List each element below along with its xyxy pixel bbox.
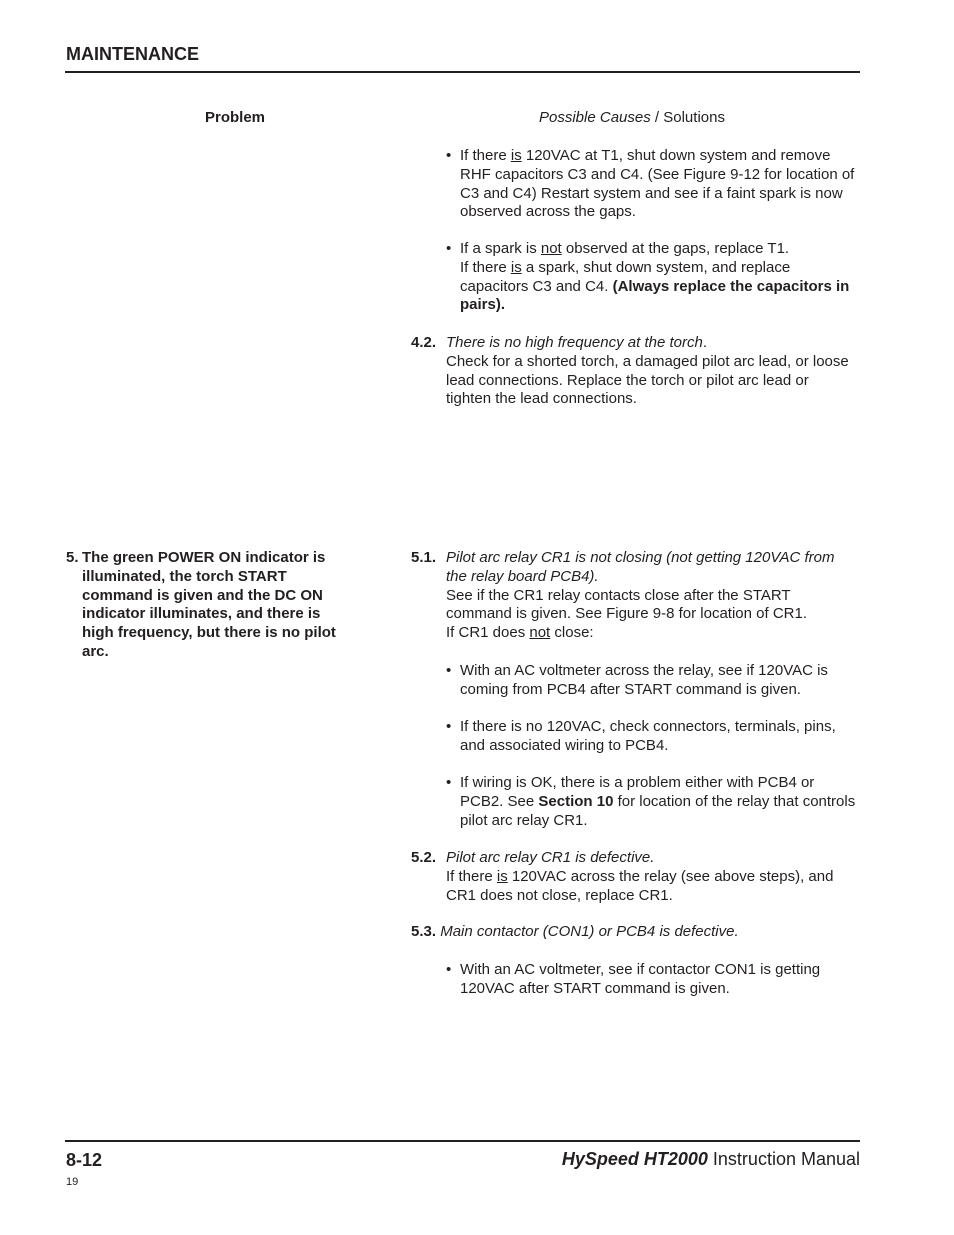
text: for location of the relay that controls pilot arc relay CR1. <box>460 792 856 829</box>
bold-text: Section 10 <box>538 792 614 810</box>
step-5-3 <box>411 923 856 942</box>
text: 120VAC across the relay (see above steps), and CR1 does not close, replace CR1. <box>446 867 834 904</box>
solutions-column-header <box>539 109 725 126</box>
step-number: 5.3. <box>411 923 437 940</box>
footer-rule <box>65 1140 860 1142</box>
header-separator: / <box>650 109 664 126</box>
underlined-text: not <box>529 624 551 642</box>
text: If there <box>460 147 511 164</box>
header-rule <box>65 71 860 73</box>
step-5-2 <box>446 849 856 905</box>
bullet-item <box>446 961 856 999</box>
text: If there <box>446 867 497 885</box>
step-number: 4.2. <box>411 334 437 351</box>
step-title: Pilot arc relay CR1 is defective. <box>446 849 655 866</box>
bullet-item <box>446 240 856 315</box>
problem-number: 5. <box>66 549 79 566</box>
sheet-number: 19 <box>66 1176 79 1188</box>
step-title: Main contactor (CON1) or PCB4 is defective. <box>440 923 739 940</box>
text: observed at the gaps, replace T1. <box>561 240 790 257</box>
bullet-dot: • <box>446 718 452 735</box>
bullet-item <box>446 718 856 756</box>
text: With an AC voltmeter across the relay, see if 120VAC is coming from PCB4 after START command is given. <box>460 662 828 698</box>
bullet-item <box>446 662 856 700</box>
problem-column-header: Problem <box>205 109 266 126</box>
bold-text: (Always replace the capacitors in pairs). <box>460 277 850 314</box>
page-number: 8-12 <box>66 1150 103 1170</box>
step-number: 5.2. <box>411 849 437 866</box>
step-4-2 <box>446 334 856 409</box>
bullet-dot: • <box>446 774 452 791</box>
step-title: There is no high frequency at the torch <box>446 334 703 351</box>
step-5-1 <box>446 549 856 643</box>
underlined-text: is <box>510 147 522 164</box>
step-number: 5.1. <box>411 549 437 566</box>
step-body: See if the CR1 relay contacts close after the START command is given. See Figure 9-8 for location of CR1. <box>446 586 808 623</box>
text: a spark, shut down system, and replace capacitors C3 and C4. <box>460 258 791 295</box>
manual-label: Instruction Manual <box>707 1149 860 1169</box>
underlined-text: is <box>496 867 508 885</box>
text: If wiring is OK, there is a problem either with PCB4 or PCB2. See <box>460 774 815 810</box>
text: If there <box>460 258 511 276</box>
product-name: HySpeed HT2000 <box>561 1149 708 1169</box>
bullet-dot: • <box>446 662 452 679</box>
manual-title <box>562 1149 860 1170</box>
causes-label: Possible Causes <box>539 109 651 126</box>
text: close: <box>550 624 594 642</box>
underlined-text: is <box>510 258 522 276</box>
text: If there is no 120VAC, check connectors, terminals, pins, and associated wiring to PCB4. <box>460 718 836 754</box>
bullet-dot: • <box>446 240 452 257</box>
bullet-dot: • <box>446 147 452 164</box>
text: . <box>702 334 707 351</box>
bullet-item <box>446 774 856 830</box>
bullet-dot: • <box>446 961 452 978</box>
section-title: MAINTENANCE <box>66 44 199 64</box>
solutions-label: Solutions <box>663 109 725 126</box>
problem-5-description: The green POWER ON indicator is illuminated, the torch START command is given and the DC ON indicator illuminates, and there is high frequency, but there is no pilot arc. <box>82 549 336 660</box>
bullet-item <box>446 147 856 222</box>
text: If CR1 does <box>446 624 530 642</box>
text: 120VAC at T1, shut down system and remove RHF capacitors C3 and C4. (See Figure 9-12 for location of C3 and C4) Restart system and see if a faint spark is now observed across the gaps. <box>460 147 855 221</box>
text: With an AC voltmeter, see if contactor CON1 is getting 120VAC after START command is given. <box>460 961 821 997</box>
step-title: Pilot arc relay CR1 is not closing (not getting 120VAC from the relay board PCB4). <box>446 549 835 585</box>
step-body: Check for a shorted torch, a damaged pilot arc lead, or loose lead connections. Replace the torch or pilot arc lead or tighten the lead connections. <box>446 352 849 408</box>
underlined-text: not <box>540 240 562 257</box>
text: If a spark is <box>460 240 541 257</box>
